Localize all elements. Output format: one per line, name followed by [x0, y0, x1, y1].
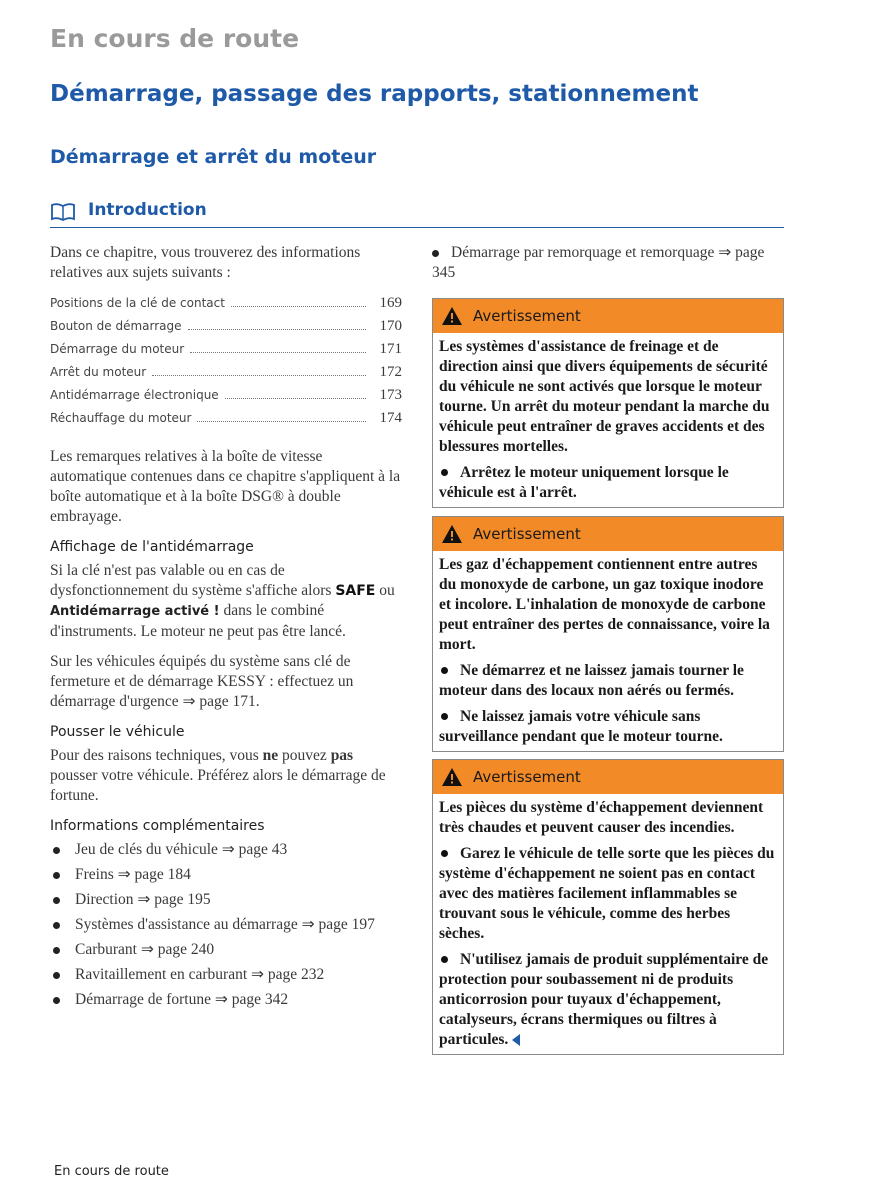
warning-box-1	[432, 298, 784, 508]
toc-item[interactable]	[50, 339, 402, 362]
toc-item[interactable]	[50, 408, 402, 431]
toc-leader	[152, 375, 366, 376]
gearbox-text: Les remarques relatives à la boîte de vitesse automatique contenues dans ce chapitre s'appliquent à la boîte automatique et à la boîte DSG® à double embrayage.	[50, 448, 401, 525]
safe-indicator: SAFE	[335, 583, 376, 599]
warning-text: Les systèmes d'assistance de freinage et de direction ainsi que divers équipements de sécurité du véhicule ne sont activés que lorsque le moteur tourne. Un arrêt du moteur pendant la marche du véhicule peut entraîner de graves accidents et des blessures mortelles.	[439, 338, 770, 455]
subsection-title: Démarrage et arrêt du moteur	[50, 146, 377, 168]
towing-text: Démarrage par remorquage et remorquage ⇒ page 345	[432, 244, 765, 281]
toc-page: 172	[379, 364, 402, 380]
toc-leader	[188, 329, 366, 330]
intro-text: Dans ce chapitre, vous trouverez des informations relatives aux sujets suivants :	[50, 244, 361, 281]
toc-label: Réchauffage du moteur	[50, 411, 192, 425]
warning-header	[433, 760, 783, 794]
toc-item[interactable]	[50, 316, 402, 339]
warning-label: Avertissement	[473, 768, 581, 786]
push-heading: Pousser le véhicule	[50, 724, 185, 740]
toc-leader	[197, 421, 366, 422]
warning-body	[433, 551, 783, 751]
warning-bullet: N'utilisez jamais de produit supplémentaire de protection pour soubassement ni de produits anticorrosion pour tuyaux d'échappement, catalyseurs, écrans thermiques ou filtres à particules.	[439, 951, 769, 1048]
section-title: En cours de route	[50, 24, 300, 53]
warning-header	[433, 517, 783, 551]
list-item[interactable]: Jeu de clés du véhicule ⇒ page 43	[50, 840, 402, 860]
warning-bullet: Garez le véhicule de telle sorte que les pièces du système d'échappement ne soient pas en contact avec des matières facilement inflammables se trouvant sous le véhicule, comme des herbes sèches.	[439, 845, 775, 942]
towing-item[interactable]	[432, 243, 784, 283]
toc-leader	[190, 352, 366, 353]
warning-text: Les pièces du système d'échappement deviennent très chaudes et peuvent causer des incendies.	[439, 799, 764, 836]
warning-triangle-icon	[441, 524, 463, 544]
table-of-contents	[50, 293, 402, 431]
list-item[interactable]: Carburant ⇒ page 240	[50, 940, 402, 960]
toc-label: Antidémarrage électronique	[50, 388, 219, 402]
toc-label: Démarrage du moteur	[50, 342, 185, 356]
toc-label: Positions de la clé de contact	[50, 296, 225, 310]
list-item[interactable]: Direction ⇒ page 195	[50, 890, 402, 910]
warning-bullet: Arrêtez le moteur uniquement lorsque le véhicule est à l'arrêt.	[439, 464, 729, 501]
kessy-text: Sur les véhicules équipés du système sans clé de fermeture et de démarrage KESSY : effectuez un démarrage d'urgence ⇒ page 171.	[50, 653, 354, 710]
list-item[interactable]: Systèmes d'assistance au démarrage ⇒ page 197	[50, 915, 402, 935]
list-item[interactable]: Ravitaillement en carburant ⇒ page 232	[50, 965, 402, 985]
toc-page: 170	[379, 318, 402, 334]
warning-body	[433, 333, 783, 507]
warning-text: Les gaz d'échappement contiennent entre autres du monoxyde de carbone, un gaz toxique inodore et incolore. L'inhalation de monoxyde de carbone peut entraîner des pertes de connaissance, voire la mort.	[439, 556, 770, 653]
list-item[interactable]: Démarrage de fortune ⇒ page 342	[50, 990, 402, 1010]
toc-page: 169	[379, 295, 402, 311]
warning-header	[433, 299, 783, 333]
toc-leader	[225, 398, 366, 399]
book-icon	[50, 202, 76, 222]
toc-item[interactable]	[50, 385, 402, 408]
bullet-dot	[432, 250, 439, 257]
introduction-header	[50, 199, 784, 228]
warning-body	[433, 794, 783, 1054]
warning-bullet: Ne démarrez et ne laissez jamais tourner le moteur dans des locaux non aérés ou fermés.	[439, 662, 744, 699]
more-info-heading: Informations complémentaires	[50, 818, 265, 834]
warning-bullet: Ne laissez jamais votre véhicule sans surveillance pendant que le moteur tourne.	[439, 708, 723, 745]
toc-page: 174	[379, 410, 402, 426]
warning-triangle-icon	[441, 767, 463, 787]
warning-label: Avertissement	[473, 307, 581, 325]
toc-page: 171	[379, 341, 402, 357]
warning-label: Avertissement	[473, 525, 581, 543]
immobilizer-text: Si la clé n'est pas valable ou en cas de dysfonctionnement du système s'affiche alors SAFE ou Antidémarrage activé ! dans le combiné d'instruments. Le moteur ne peut pas être lancé.	[50, 562, 395, 640]
toc-label: Bouton de démarrage	[50, 319, 182, 333]
more-info-list	[50, 840, 402, 1010]
immobilizer-active-message: Antidémarrage activé !	[50, 604, 220, 619]
toc-item[interactable]	[50, 293, 402, 316]
warning-box-3	[432, 759, 784, 1055]
toc-leader	[231, 306, 366, 307]
toc-page: 173	[379, 387, 402, 403]
introduction-label: Introduction	[88, 200, 207, 220]
chapter-title: Démarrage, passage des rapports, stationnement	[50, 81, 699, 107]
toc-label: Arrêt du moteur	[50, 365, 147, 379]
page-footer: En cours de route	[54, 1164, 169, 1179]
end-of-section-icon	[512, 1034, 520, 1046]
warning-box-2	[432, 516, 784, 752]
list-item[interactable]: Freins ⇒ page 184	[50, 865, 402, 885]
left-column	[50, 243, 402, 1015]
warning-triangle-icon	[441, 306, 463, 326]
push-text: Pour des raisons techniques, vous ne pouvez pas pousser votre véhicule. Préférez alors le démarrage de fortune.	[50, 747, 386, 804]
toc-item[interactable]	[50, 362, 402, 385]
immobilizer-heading: Affichage de l'antidémarrage	[50, 539, 254, 555]
